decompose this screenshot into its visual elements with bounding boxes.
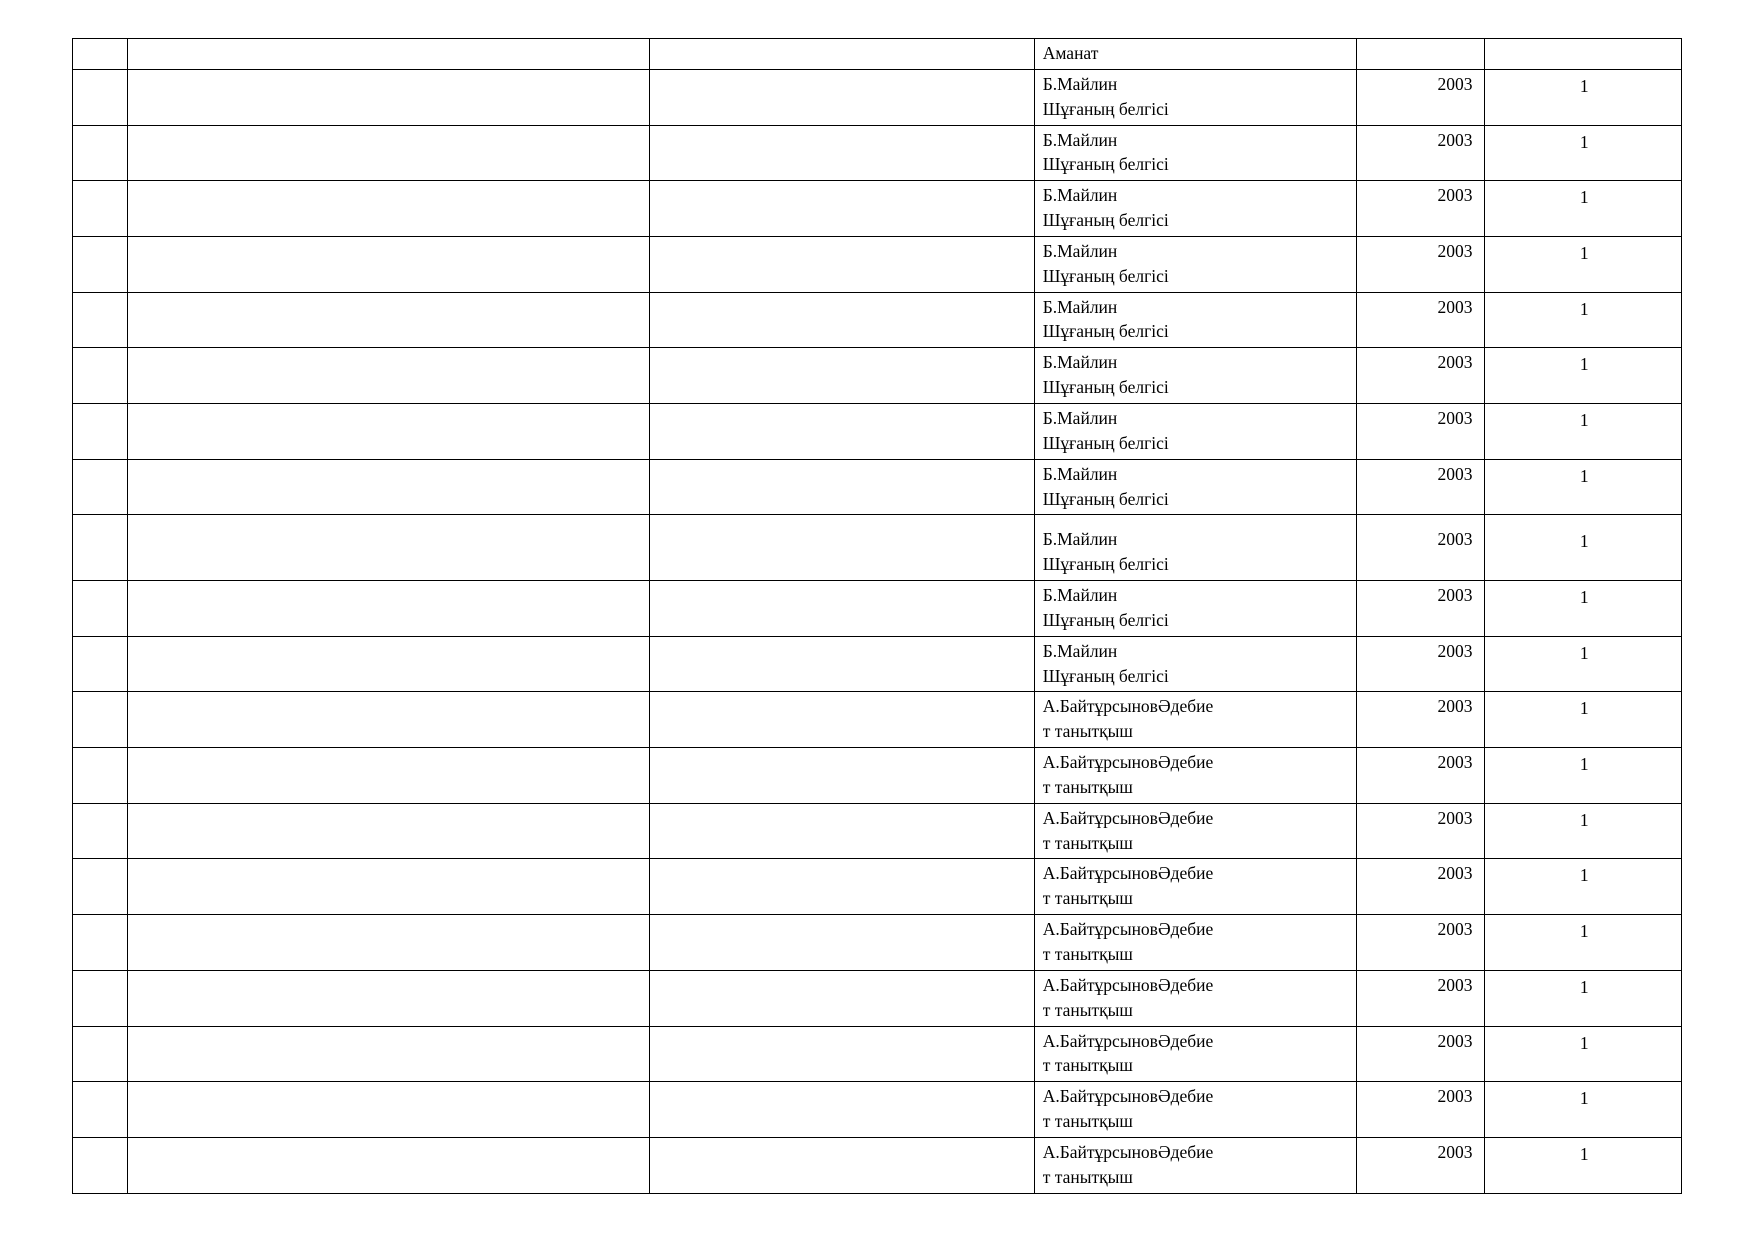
title-line-author: А.БайтұрсыновӘдебие	[1042, 863, 1214, 884]
year-value: 2003	[1437, 974, 1473, 995]
cell-index	[73, 859, 128, 915]
quantity-value: 1	[1579, 298, 1589, 319]
year-value: 2003	[1437, 129, 1473, 150]
cell-quantity	[1485, 125, 1682, 181]
year-value: 2003	[1437, 1141, 1473, 1162]
cell-secondary	[650, 69, 1034, 125]
cell-title	[1034, 459, 1356, 515]
cell-secondary	[650, 1137, 1034, 1193]
cell-index	[73, 236, 128, 292]
cell-index	[73, 1082, 128, 1138]
cell-quantity	[1485, 292, 1682, 348]
cell-quantity	[1485, 181, 1682, 237]
cell-index	[73, 636, 128, 692]
cell-index	[73, 39, 128, 70]
table-body	[73, 39, 1682, 1194]
cell-secondary	[650, 403, 1034, 459]
cell-year	[1356, 515, 1485, 581]
cell-title	[1034, 803, 1356, 859]
title-line-author: А.БайтұрсыновӘдебие	[1042, 1086, 1214, 1107]
title-line-work: т танытқыш	[1042, 1055, 1133, 1076]
cell-year	[1356, 459, 1485, 515]
title-line-author: Б.Майлин	[1042, 640, 1118, 661]
quantity-value: 1	[1579, 1088, 1589, 1109]
cell-secondary	[650, 292, 1034, 348]
cell-secondary	[650, 39, 1034, 70]
cell-index	[73, 970, 128, 1026]
cell-title	[1034, 1082, 1356, 1138]
quantity-value: 1	[1579, 809, 1589, 830]
quantity-value: 1	[1579, 754, 1589, 775]
cell-secondary	[650, 581, 1034, 637]
cell-description	[128, 859, 650, 915]
cell-secondary	[650, 348, 1034, 404]
cell-description	[128, 581, 650, 637]
cell-quantity	[1485, 69, 1682, 125]
title-line-work: т танытқыш	[1042, 721, 1133, 742]
title-line-author: А.БайтұрсыновӘдебие	[1042, 974, 1214, 995]
table-row	[73, 39, 1682, 70]
cell-secondary	[650, 636, 1034, 692]
title-line-author: Б.Майлин	[1042, 529, 1118, 550]
cell-description	[128, 69, 650, 125]
cell-title	[1034, 69, 1356, 125]
title-line-author: Б.Майлин	[1042, 185, 1118, 206]
table-row	[73, 348, 1682, 404]
cell-title	[1034, 236, 1356, 292]
year-value: 2003	[1437, 73, 1473, 94]
title-line-work: Шұғаның белгісі	[1042, 265, 1169, 286]
cell-year	[1356, 125, 1485, 181]
title-line-work: Шұғаның белгісі	[1042, 154, 1169, 175]
cell-description	[128, 348, 650, 404]
cell-secondary	[650, 181, 1034, 237]
cell-title	[1034, 915, 1356, 971]
cell-title	[1034, 403, 1356, 459]
title-line-author: Б.Майлин	[1042, 585, 1118, 606]
year-value: 2003	[1437, 407, 1473, 428]
quantity-value: 1	[1579, 1143, 1589, 1164]
cell-year	[1356, 181, 1485, 237]
cell-index	[73, 403, 128, 459]
title-line-author: А.БайтұрсыновӘдебие	[1042, 696, 1214, 717]
cell-year	[1356, 236, 1485, 292]
cell-year	[1356, 348, 1485, 404]
table-row	[73, 69, 1682, 125]
cell-index	[73, 915, 128, 971]
title-line-work: т танытқыш	[1042, 888, 1133, 909]
quantity-value: 1	[1579, 921, 1589, 942]
cell-year	[1356, 1026, 1485, 1082]
cell-quantity	[1485, 859, 1682, 915]
table-row	[73, 1082, 1682, 1138]
cell-index	[73, 69, 128, 125]
quantity-value: 1	[1579, 1032, 1589, 1053]
table-row	[73, 515, 1682, 581]
title-line-work: Шұғаның белгісі	[1042, 210, 1169, 231]
table-row	[73, 636, 1682, 692]
cell-secondary	[650, 859, 1034, 915]
cell-quantity	[1485, 348, 1682, 404]
quantity-value: 1	[1579, 587, 1589, 608]
table-row	[73, 859, 1682, 915]
cell-title	[1034, 348, 1356, 404]
year-value: 2003	[1437, 919, 1473, 940]
table-row	[73, 970, 1682, 1026]
cell-secondary	[650, 459, 1034, 515]
title-line-work: т танытқыш	[1042, 944, 1133, 964]
cell-description	[128, 1082, 650, 1138]
year-value: 2003	[1437, 529, 1473, 550]
cell-index	[73, 515, 128, 581]
cell-description	[128, 692, 650, 748]
cell-secondary	[650, 125, 1034, 181]
table-row	[73, 803, 1682, 859]
cell-secondary	[650, 915, 1034, 971]
cell-quantity	[1485, 1082, 1682, 1138]
cell-quantity	[1485, 970, 1682, 1026]
cell-secondary	[650, 803, 1034, 859]
table-row	[73, 403, 1682, 459]
cell-title	[1034, 181, 1356, 237]
cell-description	[128, 915, 650, 971]
quantity-value: 1	[1579, 531, 1589, 552]
cell-year	[1356, 803, 1485, 859]
year-value: 2003	[1437, 585, 1473, 606]
year-value: 2003	[1437, 1030, 1473, 1051]
table-row	[73, 181, 1682, 237]
cell-description	[128, 39, 650, 70]
cell-secondary	[650, 970, 1034, 1026]
quantity-value: 1	[1579, 865, 1589, 886]
cell-year	[1356, 636, 1485, 692]
title-line-work: Шұғаның белгісі	[1042, 377, 1169, 398]
quantity-value: 1	[1579, 131, 1589, 152]
quantity-value: 1	[1579, 698, 1589, 719]
cell-quantity	[1485, 692, 1682, 748]
quantity-value: 1	[1579, 242, 1589, 263]
cell-description	[128, 236, 650, 292]
table-row	[73, 915, 1682, 971]
cell-title	[1034, 515, 1356, 581]
title-line-author: Б.Майлин	[1042, 73, 1118, 94]
cell-quantity	[1485, 803, 1682, 859]
cell-index	[73, 459, 128, 515]
cell-year	[1356, 581, 1485, 637]
cell-quantity	[1485, 1137, 1682, 1193]
cell-quantity	[1485, 1026, 1682, 1082]
cell-description	[128, 970, 650, 1026]
cell-index	[73, 1026, 128, 1082]
cell-title	[1034, 692, 1356, 748]
cell-title	[1034, 292, 1356, 348]
cell-year	[1356, 292, 1485, 348]
cell-description	[128, 1026, 650, 1082]
cell-index	[73, 748, 128, 804]
cell-description	[128, 403, 650, 459]
cell-secondary	[650, 236, 1034, 292]
cell-title	[1034, 1026, 1356, 1082]
cell-description	[128, 515, 650, 581]
title-line-work: Шұғаның белгісі	[1042, 321, 1169, 342]
quantity-value: 1	[1579, 409, 1589, 430]
year-value: 2003	[1437, 863, 1473, 884]
cell-year	[1356, 1082, 1485, 1138]
cell-title	[1034, 636, 1356, 692]
cell-description	[128, 1137, 650, 1193]
cell-year	[1356, 859, 1485, 915]
year-value: 2003	[1437, 352, 1473, 373]
title-line-author: Б.Майлин	[1042, 129, 1118, 150]
cell-quantity	[1485, 459, 1682, 515]
cell-year	[1356, 69, 1485, 125]
cell-secondary	[650, 1026, 1034, 1082]
cell-index	[73, 581, 128, 637]
year-value: 2003	[1437, 807, 1473, 828]
title-line-author: А.БайтұрсыновӘдебие	[1042, 807, 1214, 828]
quantity-value: 1	[1579, 465, 1589, 486]
cell-year	[1356, 748, 1485, 804]
table-row	[73, 292, 1682, 348]
cell-index	[73, 292, 128, 348]
cell-description	[128, 181, 650, 237]
year-value: 2003	[1437, 696, 1473, 717]
title-line-author: Б.Майлин	[1042, 407, 1118, 428]
cell-index	[73, 692, 128, 748]
title-line-work: т танытқыш	[1042, 832, 1133, 853]
cell-secondary	[650, 748, 1034, 804]
year-value: 2003	[1437, 240, 1473, 261]
cell-index	[73, 1137, 128, 1193]
quantity-value: 1	[1579, 75, 1589, 96]
cell-title	[1034, 1137, 1356, 1193]
year-value: 2003	[1437, 752, 1473, 773]
cell-year	[1356, 403, 1485, 459]
table-row	[73, 125, 1682, 181]
cell-quantity	[1485, 581, 1682, 637]
cell-description	[128, 459, 650, 515]
table-row	[73, 748, 1682, 804]
year-value: 2003	[1437, 185, 1473, 206]
cell-title	[1034, 39, 1356, 70]
title-line-work: т танытқыш	[1042, 776, 1133, 797]
cell-title	[1034, 581, 1356, 637]
cell-index	[73, 125, 128, 181]
cell-description	[128, 803, 650, 859]
cell-index	[73, 181, 128, 237]
year-value: 2003	[1437, 640, 1473, 661]
cell-year	[1356, 692, 1485, 748]
title-line-author: Б.Майлин	[1042, 296, 1118, 317]
quantity-value: 1	[1579, 976, 1589, 997]
title-line-author: Б.Майлин	[1042, 463, 1118, 484]
year-value: 2003	[1437, 1086, 1473, 1107]
quantity-value: 1	[1579, 642, 1589, 663]
cell-secondary	[650, 515, 1034, 581]
cell-description	[128, 292, 650, 348]
table-row	[73, 459, 1682, 515]
cell-quantity	[1485, 915, 1682, 971]
title-line-work: т танытқыш	[1042, 999, 1133, 1020]
table-row	[73, 692, 1682, 748]
cell-quantity	[1485, 748, 1682, 804]
title-line-author: А.БайтұрсыновӘдебие	[1042, 752, 1214, 773]
title-line-work: Шұғаның белгісі	[1042, 609, 1169, 630]
cell-description	[128, 636, 650, 692]
title-line-work: Шұғаның белгісі	[1042, 554, 1169, 575]
cell-description	[128, 125, 650, 181]
quantity-value: 1	[1579, 187, 1589, 208]
title-line-author: Б.Майлин	[1042, 240, 1118, 261]
table-row	[73, 581, 1682, 637]
cell-title	[1034, 125, 1356, 181]
title-line-author: А.БайтұрсыновӘдебие	[1042, 1141, 1214, 1162]
table-row	[73, 1137, 1682, 1193]
cell-quantity	[1485, 403, 1682, 459]
cell-title	[1034, 970, 1356, 1026]
cell-year	[1356, 39, 1485, 70]
table-row	[73, 1026, 1682, 1082]
year-value: 2003	[1437, 463, 1473, 484]
cell-secondary	[650, 692, 1034, 748]
title-line-work: Шұғаның белгісі	[1042, 432, 1169, 453]
year-value	[1365, 41, 1479, 44]
cell-index	[73, 348, 128, 404]
cell-title	[1034, 748, 1356, 804]
inventory-table	[72, 38, 1682, 1194]
title-line-work: Шұғаның белгісі	[1042, 665, 1169, 686]
cell-year	[1356, 915, 1485, 971]
title-line-author: Б.Майлин	[1042, 352, 1118, 373]
cell-year	[1356, 1137, 1485, 1193]
title-line-author: А.БайтұрсыновӘдебие	[1042, 919, 1214, 940]
cell-title	[1034, 859, 1356, 915]
cell-quantity	[1485, 39, 1682, 70]
cell-quantity	[1485, 515, 1682, 581]
cell-secondary	[650, 1082, 1034, 1138]
cell-description	[128, 748, 650, 804]
quantity-value: 1	[1579, 354, 1589, 375]
table-row	[73, 236, 1682, 292]
title-line-author: Аманат	[1042, 43, 1099, 63]
cell-index	[73, 803, 128, 859]
cell-quantity	[1485, 636, 1682, 692]
title-line-work: Шұғаның белгісі	[1042, 488, 1169, 509]
title-line-work: т танытқыш	[1042, 1166, 1133, 1187]
quantity-value	[1493, 41, 1675, 43]
year-value: 2003	[1437, 296, 1473, 317]
cell-year	[1356, 970, 1485, 1026]
cell-quantity	[1485, 236, 1682, 292]
title-line-author: А.БайтұрсыновӘдебие	[1042, 1030, 1214, 1051]
title-line-work: т танытқыш	[1042, 1111, 1133, 1132]
title-line-work: Шұғаның белгісі	[1042, 98, 1169, 119]
